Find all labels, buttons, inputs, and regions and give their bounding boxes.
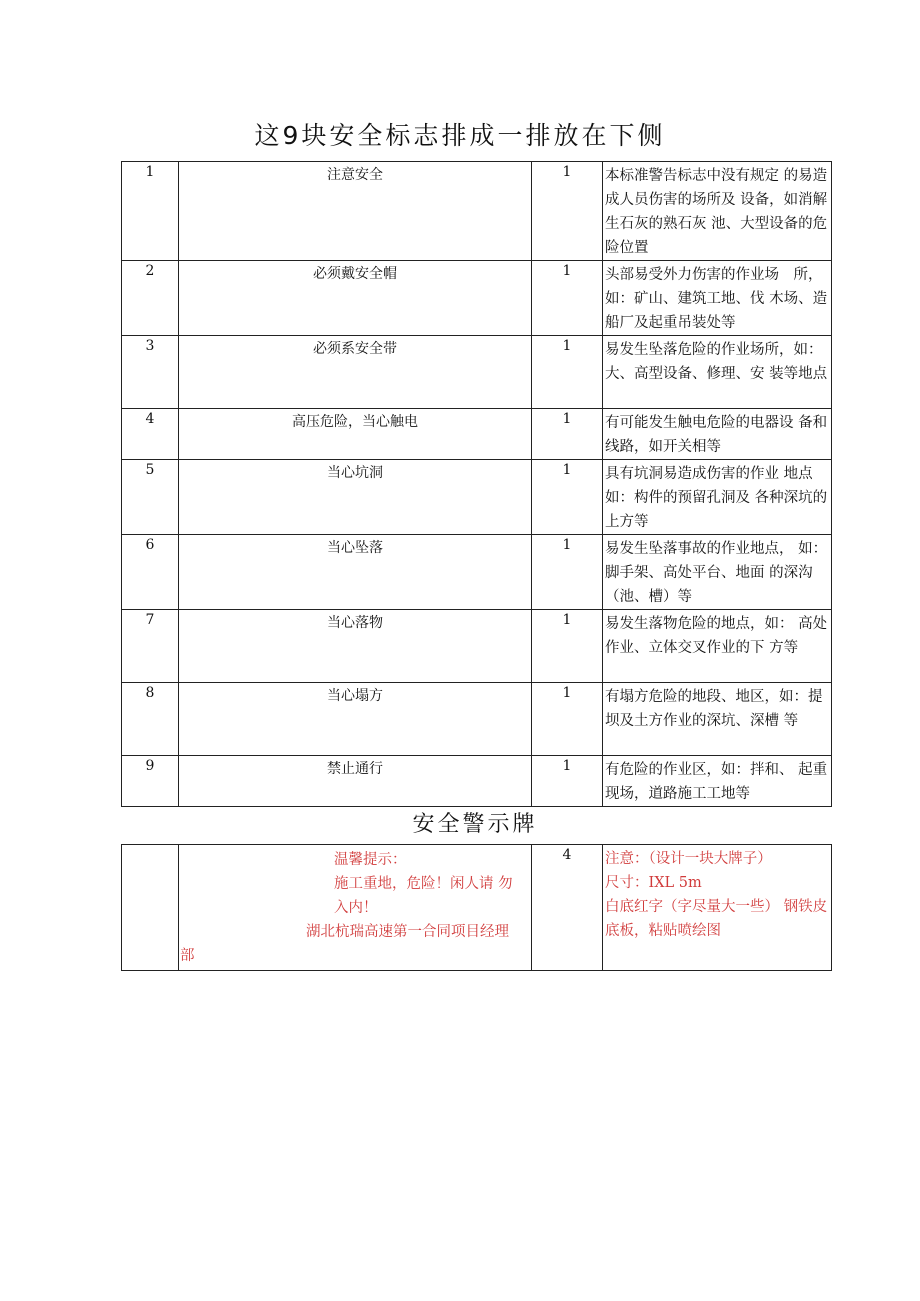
board-note-cell	[603, 845, 832, 971]
table-row	[122, 756, 832, 807]
section-title: 安全警示牌	[412, 812, 538, 837]
row-number: 1	[122, 162, 179, 261]
sign-location: 头部易受外力伤害的作业场 所，如：矿山、建筑工地、伐 木场、造船厂及起重吊装处等	[603, 261, 832, 336]
row-number: 5	[122, 460, 179, 535]
sign-location: 有可能发生触电危险的电器设 备和线路，如开关相等	[603, 409, 832, 460]
sign-location: 本标准警告标志中没有规定 的易造成人员伤害的场所及 设备，如消解生石灰的熟石灰 池、大型设备的危险位置	[603, 162, 832, 261]
board-text-cell	[179, 845, 532, 971]
sign-qty: 1	[532, 261, 603, 336]
row-number: 7	[122, 610, 179, 683]
row-number: 9	[122, 756, 179, 807]
table-row	[122, 261, 832, 336]
sign-name: 当心落物	[179, 610, 532, 683]
sign-qty: 1	[532, 162, 603, 261]
table-row	[122, 845, 832, 971]
sign-location: 易发生坠落危险的作业场所，如：大、高型设备、修理、安 装等地点	[603, 336, 832, 409]
sign-name: 当心坠落	[179, 535, 532, 610]
safety-sign-table	[121, 161, 832, 807]
table-row	[122, 610, 832, 683]
board-note: 尺寸：IXL 5m	[605, 875, 702, 891]
board-line: 入内！	[334, 900, 378, 916]
board-num-cell	[122, 845, 179, 971]
sign-name: 必须系安全带	[179, 336, 532, 409]
table-row	[122, 336, 832, 409]
row-number: 6	[122, 535, 179, 610]
table-row	[122, 409, 832, 460]
board-line: 湖北杭瑞高速第一合同项目经理	[306, 924, 509, 940]
sign-name: 禁止通行	[179, 756, 532, 807]
table-row	[122, 460, 832, 535]
page-title: 这9块安全标志排成一排放在下侧	[254, 121, 666, 150]
sign-qty: 1	[532, 409, 603, 460]
row-number: 4	[122, 409, 179, 460]
table-row	[122, 162, 832, 261]
sign-qty: 1	[532, 683, 603, 756]
sign-name: 高压危险，当心触电	[179, 409, 532, 460]
row-number: 3	[122, 336, 179, 409]
sign-name: 当心塌方	[179, 683, 532, 756]
board-line: 施工重地，危险！闲人请 勿	[334, 876, 513, 892]
board-line: 部	[180, 948, 195, 964]
sign-location: 有塌方危险的地段、地区，如：提坝及土方作业的深坑、深槽 等	[603, 683, 832, 756]
table-row	[122, 535, 832, 610]
sign-name: 必须戴安全帽	[179, 261, 532, 336]
board-qty-cell: 4	[532, 845, 603, 971]
sign-qty: 1	[532, 535, 603, 610]
sign-name: 注意安全	[179, 162, 532, 261]
row-number: 8	[122, 683, 179, 756]
sign-qty: 1	[532, 756, 603, 807]
warning-board-table	[121, 844, 832, 971]
row-number: 2	[122, 261, 179, 336]
sign-location: 具有坑洞易造成伤害的作业 地点如：构件的预留孔洞及 各种深坑的上方等	[603, 460, 832, 535]
table-row	[122, 683, 832, 756]
sign-name: 当心坑洞	[179, 460, 532, 535]
sign-qty: 1	[532, 460, 603, 535]
sign-qty: 1	[532, 336, 603, 409]
sign-location: 有危险的作业区，如：拌和、 起重现场，道路施工工地等	[603, 756, 832, 807]
board-line: 温馨提示：	[334, 852, 407, 868]
board-note: 注意：（设计一块大牌子）	[605, 851, 772, 867]
sign-location: 易发生落物危险的地点，如： 高处作业、立体交叉作业的下 方等	[603, 610, 832, 683]
sign-location: 易发生坠落事故的作业地点， 如：脚手架、高处平台、地面 的深沟（池、槽）等	[603, 535, 832, 610]
board-note: 白底红字（字尽量大一些） 钢铁皮底板，粘贴喷绘图	[605, 899, 828, 939]
sign-qty: 1	[532, 610, 603, 683]
